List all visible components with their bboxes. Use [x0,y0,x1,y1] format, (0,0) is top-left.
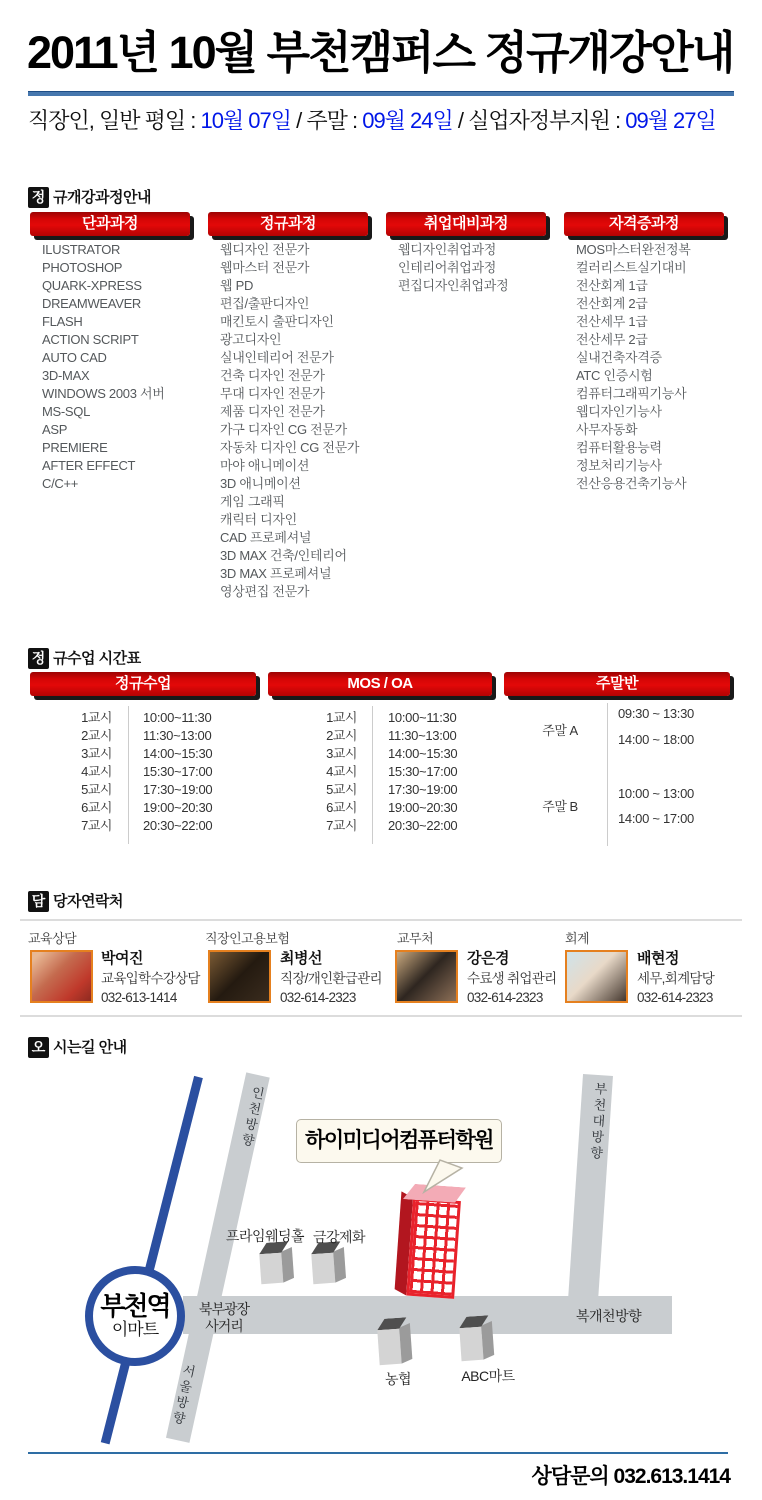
contact-phone: 032-613-1414 [101,990,177,1005]
map-section-header [28,1037,127,1058]
courses-section-header [28,187,151,208]
course-item: AFTER EFFECT [42,458,136,473]
contact-photo [30,950,93,1003]
weekend-b-time-2: 14:00 ~ 17:00 [618,811,694,826]
course-item: AUTO CAD [42,350,107,365]
period-label: 1교시 [81,710,112,725]
course-item: ACTION SCRIPT [42,332,139,347]
contact-phone: 032-614-2323 [637,990,713,1005]
intersection-line2: 사거리 [205,1318,243,1334]
course-item: MOS마스터완전정복 [576,242,691,257]
contact-role: 수료생 취업관리 [467,971,557,986]
course-item: 웹디자인 전문가 [220,242,310,257]
course-item: PREMIERE [42,440,108,455]
course-item: 편집디자인취업과정 [398,278,509,293]
time-range: 10:00~11:30 [388,710,457,725]
period-label: 3교시 [326,746,357,761]
weekend-a-time-2: 14:00 ~ 18:00 [618,732,694,747]
course-item: 편집/출판디자인 [220,296,310,311]
course-item: 마야 애니메이션 [220,458,310,473]
gov-support-open-date: 09월 27일 [625,108,716,133]
time-range: 20:30~22:00 [143,818,213,833]
timetable-row [275,709,492,727]
course-item: 3D MAX 건축/인테리어 [220,548,347,563]
course-item: PHOTOSHOP [42,260,123,275]
landmark-building-kumkang [311,1241,350,1287]
course-item: ASP [42,422,68,437]
table-divider [372,706,373,844]
weekend-open-date: 09월 24일 [362,108,453,133]
contact-card [637,949,714,1007]
course-item: 무대 디자인 전문가 [220,386,325,401]
course-list-danwa [42,241,224,493]
course-item: 전산회계 1급 [576,278,648,293]
contacts-divider-bottom [20,1015,742,1017]
course-item: 실내인테리어 전문가 [220,350,334,365]
landmark-building-prime-wedding [259,1241,298,1287]
timetable-row [30,727,256,745]
course-item: 제품 디자인 전문가 [220,404,325,419]
course-item: 자동차 디자인 CG 전문가 [220,440,360,455]
course-item: WINDOWS 2003 서버 [42,386,165,401]
period-label: 1교시 [326,710,357,725]
period-label: 4교시 [81,764,112,779]
course-item: 광고디자인 [220,332,282,347]
course-item: 3D-MAX [42,368,90,383]
contact-role: 교육입학수강상담 [101,971,200,986]
page-title: 2011년 10월 부천캠퍼스 정규개강안내 [27,27,734,78]
timetable-row [275,817,492,835]
time-range: 15:30~17:00 [388,764,458,779]
contact-role: 직장/개인환급관리 [280,971,382,986]
road-label-incheon: 인천방향 [237,1084,266,1151]
road-label-bokgaecheon: 복개천방향 [576,1308,642,1324]
course-item: 사무자동화 [576,422,638,437]
weekend-a-label: 주말 A [542,723,578,738]
course-item: C/C++ [42,476,79,491]
intersection-label [187,1301,261,1335]
column-header-danwa: 단과과정 [30,212,190,236]
subtitle-text: / 주말 : [291,108,363,133]
column-header-employment: 취업대비과정 [386,212,546,236]
course-item: 웹 PD [220,278,254,293]
contact-phone: 032-614-2323 [280,990,356,1005]
course-list-certificate [576,241,758,493]
time-range: 19:00~20:30 [388,800,458,815]
contact-dept-accounting: 회계 [565,931,590,946]
map-section-title: 시는길 안내 [53,1039,127,1056]
contacts-section-header [28,891,123,912]
contact-name: 배현정 [637,950,679,967]
period-label: 2교시 [326,728,357,743]
weekday-open-date: 10월 07일 [200,108,292,133]
title-divider [28,91,734,96]
course-item: DREAMWEAVER [42,296,142,311]
course-item: ILUSTRATOR [42,242,121,257]
course-list-employment [398,241,580,295]
course-item: CAD 프로페셔널 [220,530,312,545]
contact-photo [395,950,458,1003]
course-item: 컴퓨터그래픽기능사 [576,386,687,401]
contact-dept-insurance: 직장인고용보험 [205,931,290,946]
mos-oa-timetable [275,709,492,835]
section-badge-icon: 정 [28,648,49,669]
weekend-a-time-1: 09:30 ~ 13:30 [618,706,694,721]
timetable-row [30,763,256,781]
landmark-label-abc-mart: ABC마트 [461,1368,515,1384]
road-label-bucheon-univ: 부천대방향 [587,1081,608,1163]
course-list-regular [220,241,402,601]
contact-card [467,949,556,1007]
contact-dept-academic: 교무처 [397,931,434,946]
contact-photo [208,950,271,1003]
course-item: 실내건축자격증 [576,350,662,365]
section-badge-icon: 오 [28,1037,49,1058]
landmark-label-kumkang: 금강제화 [312,1229,366,1245]
timetable-row [30,745,256,763]
contact-role: 세무,회계담당 [637,971,715,986]
course-item: 전산응용건축기능사 [576,476,687,491]
time-range: 11:30~13:00 [388,728,457,743]
regular-class-timetable [30,709,256,835]
time-range: 10:00~11:30 [143,710,212,725]
road-label-seoul: 서울방향 [168,1362,197,1429]
course-item: ATC 인증시험 [576,368,653,383]
contact-photo [565,950,628,1003]
course-item: MS-SQL [42,404,91,419]
contact-dept-education: 교육상담 [28,931,77,946]
table-divider [128,706,129,844]
contact-name: 최병선 [280,950,322,967]
weekend-b-label: 주말 B [542,799,578,814]
contacts-divider-top [20,919,742,921]
course-item: 게임 그래픽 [220,494,285,509]
course-item: 웹디자인취업과정 [398,242,497,257]
academy-label-bubble: 하이미디어컴퓨터학원 [296,1119,502,1163]
landmark-building-nonghyup [377,1317,416,1363]
building-front-face [406,1198,461,1299]
footer-contact-phone: 상담문의 032.613.1414 [531,1465,730,1488]
period-label: 2교시 [81,728,112,743]
table-header-weekend: 주말반 [504,672,730,696]
weekend-b-time-1: 10:00 ~ 13:00 [618,786,694,801]
course-item: 3D 애니메이션 [220,476,301,491]
courses-section-title: 규개강과정안내 [53,189,151,206]
academy-building [388,1183,470,1302]
table-divider [607,703,608,846]
column-header-regular: 정규과정 [208,212,368,236]
period-label: 5교시 [81,782,112,797]
course-item: 가구 디자인 CG 전문가 [220,422,347,437]
course-item: 웹디자인기능사 [576,404,662,419]
bubble-tail-pointer [420,1158,464,1196]
time-range: 17:30~19:00 [388,782,458,797]
contact-name: 강은경 [467,950,509,967]
timetable-row [30,709,256,727]
course-item: 전산세무 1급 [576,314,648,329]
time-range: 11:30~13:00 [143,728,212,743]
contact-card [101,949,200,1007]
time-range: 15:30~17:00 [143,764,213,779]
landmark-label-prime-wedding: 프라임웨딩홀 [225,1228,305,1244]
subtitle-text: 직장인, 일반 평일 : [28,108,201,133]
footer-divider [28,1452,728,1454]
period-label: 3교시 [81,746,112,761]
time-range: 14:00~15:30 [143,746,213,761]
period-label: 6교시 [326,800,357,815]
course-item: 캐릭터 디자인 [220,512,297,527]
landmark-building-abc-mart [459,1315,498,1361]
course-item: 전산세무 2급 [576,332,648,347]
timetable-row [275,781,492,799]
subtitle-text: / 실업자정부지원 : [452,108,626,133]
timetable-row [275,727,492,745]
course-item: 전산회계 2급 [576,296,648,311]
period-label: 7교시 [326,818,357,833]
time-range: 20:30~22:00 [388,818,458,833]
contacts-section-title: 당자연락처 [53,893,123,910]
course-item: 3D MAX 프로페셔널 [220,566,332,581]
course-item: FLASH [42,314,83,329]
timetable-row [275,763,492,781]
timetable-row [30,799,256,817]
timetable-row [30,817,256,835]
intersection-line1: 북부광장 [198,1301,250,1317]
contact-card [280,949,382,1007]
timetable-row [275,745,492,763]
course-item: 건축 디자인 전문가 [220,368,325,383]
bucheon-station-circle [85,1266,185,1366]
landmark-label-nonghyup: 농협 [384,1371,412,1387]
station-name: 부천역 [100,1291,170,1321]
timetable-section-header [28,648,141,669]
course-item: 컴퓨터활용능력 [576,440,662,455]
course-item: 영상편집 전문가 [220,584,310,599]
timetable-row [30,781,256,799]
timetable-section-title: 규수업 시간표 [53,650,141,667]
time-range: 19:00~20:30 [143,800,213,815]
contact-phone: 032-614-2323 [467,990,543,1005]
period-label: 4교시 [326,764,357,779]
section-badge-icon: 담 [28,891,49,912]
timetable-row [275,799,492,817]
opening-dates-line [28,104,716,135]
table-header-regular-class: 정규수업 [30,672,256,696]
contact-name: 박여진 [101,950,143,967]
course-item: 컬러리스트실기대비 [576,260,687,275]
section-badge-icon: 정 [28,187,49,208]
period-label: 7교시 [81,818,112,833]
table-header-mos-oa: MOS / OA [268,672,492,696]
course-item: 웹마스터 전문가 [220,260,310,275]
course-item: QUARK-XPRESS [42,278,142,293]
station-sub-label: 이마트 [111,1320,159,1339]
time-range: 14:00~15:30 [388,746,458,761]
course-item: 인테리어취업과정 [398,260,497,275]
course-item: 매킨토시 출판디자인 [220,314,334,329]
time-range: 17:30~19:00 [143,782,213,797]
course-item: 정보처리기능사 [576,458,662,473]
column-header-certificate: 자격증과정 [564,212,724,236]
period-label: 5교시 [326,782,357,797]
period-label: 6교시 [81,800,112,815]
